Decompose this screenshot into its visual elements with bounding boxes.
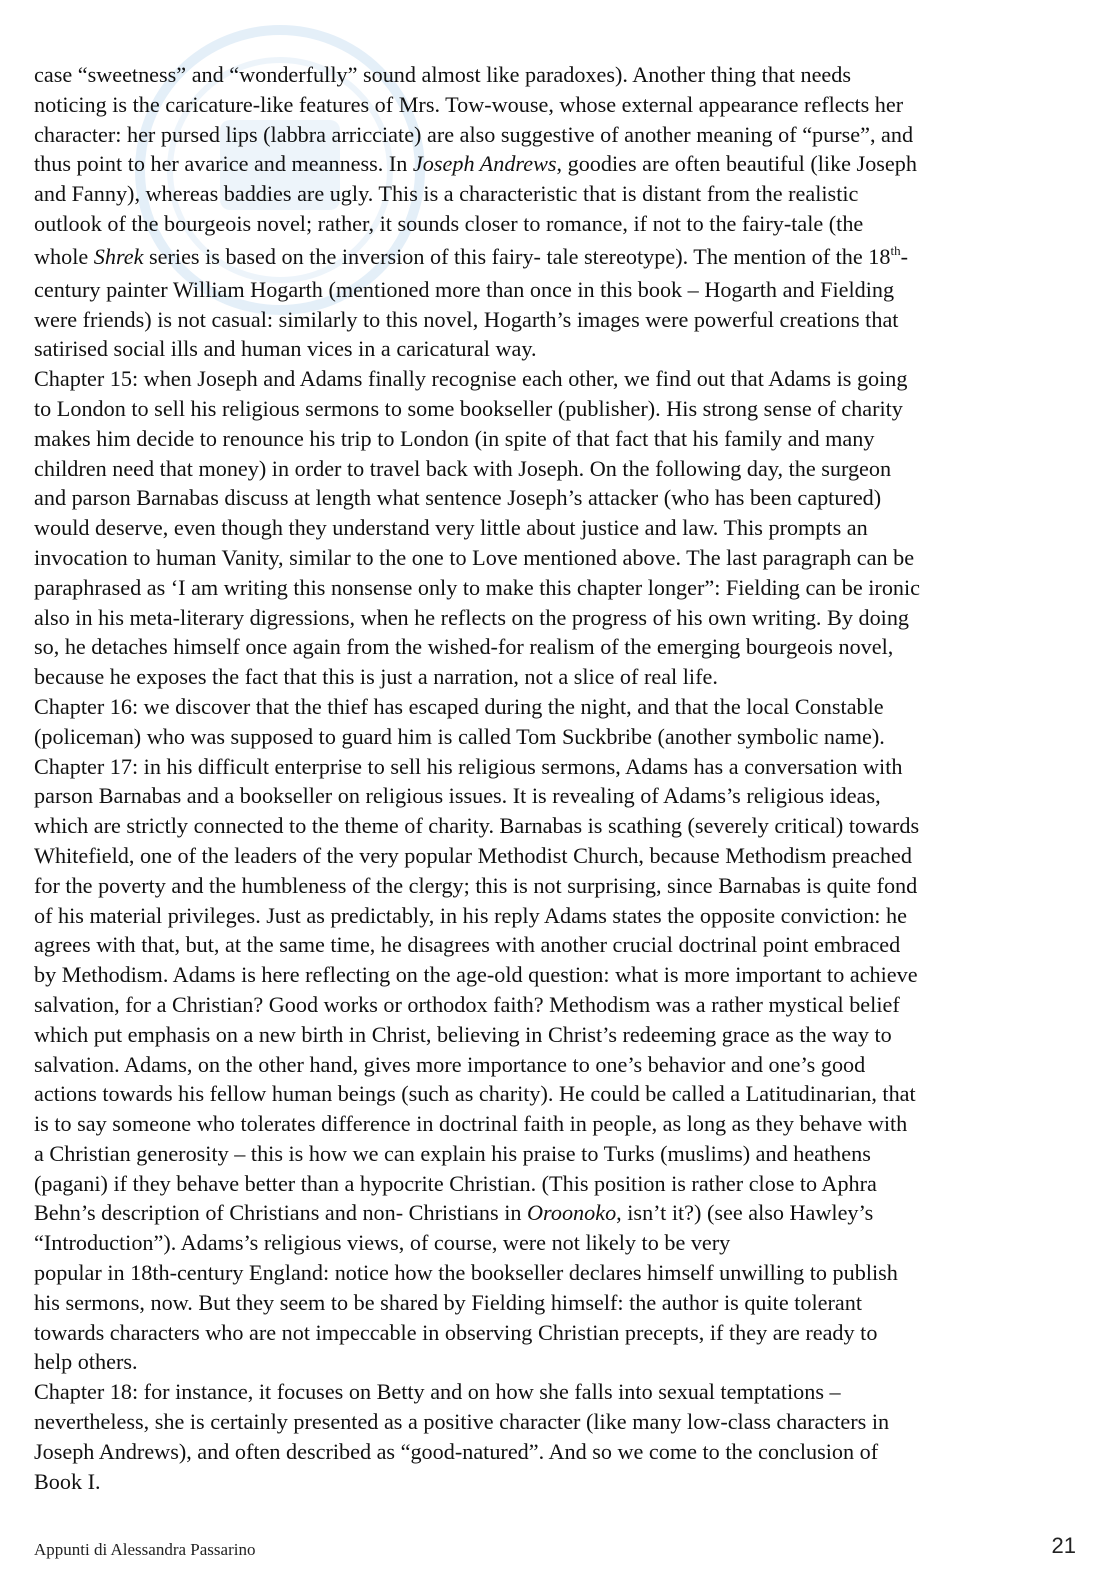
text-line: because he exposes the fact that this is just a narration, not a slice of real life. bbox=[34, 664, 718, 690]
text-line: century painter William Hogarth (mentioned more than once in this book – Hogarth and Fielding bbox=[34, 276, 895, 302]
text-line bbox=[34, 1198, 1084, 1228]
text-line: children need that money) in order to travel back with Joseph. On the following day, the surgeon bbox=[34, 455, 892, 481]
text-line: Chapter 18: for instance, it focuses on Betty and on how she falls into sexual temptations – bbox=[34, 1379, 841, 1405]
text-line: were friends) is not casual: similarly to this novel, Hogarth’s images were powerful creations that bbox=[34, 306, 899, 332]
text-line: satirised social ills and human vices in a caricatural way. bbox=[34, 336, 537, 362]
text-line bbox=[34, 149, 1084, 179]
text-line: parson Barnabas and a bookseller on religious issues. It is revealing of Adams’s religious ideas, bbox=[34, 783, 881, 809]
text-segment: , isn’t it?) (see also Hawley’s bbox=[616, 1200, 874, 1226]
text-line: which are strictly connected to the theme of charity. Barnabas is scathing (severely critical) towards bbox=[34, 813, 920, 839]
text-segment: thus point to her avarice and meanness. In bbox=[34, 151, 413, 177]
text-segment: , goodies are often beautiful (like Joseph bbox=[556, 151, 917, 177]
italic-title: Joseph Andrews bbox=[412, 151, 557, 177]
text-line: Book I. bbox=[34, 1468, 101, 1494]
ordinal-superscript: th bbox=[890, 242, 901, 258]
text-line: a Christian generosity – this is how we can explain his praise to Turks (muslims) and heathens bbox=[34, 1140, 871, 1166]
text-segment: whole bbox=[34, 243, 94, 269]
italic-title: Shrek bbox=[93, 243, 144, 269]
text-line: so, he detaches himself once again from the wished-for realism of the emerging bourgeois novel, bbox=[34, 634, 894, 660]
text-line: Chapter 15: when Joseph and Adams finally recognise each other, we find out that Adams is going bbox=[34, 366, 908, 392]
text-line: salvation, for a Christian? Good works or orthodox faith? Methodism was a rather mystical belief bbox=[34, 991, 900, 1017]
text-line: salvation. Adams, on the other hand, gives more importance to one’s behavior and one’s good bbox=[34, 1051, 866, 1077]
text-line: outlook of the bourgeois novel; rather, it sounds closer to romance, if not to the fairy-tale (the bbox=[34, 210, 864, 236]
text-line: Chapter 17: in his difficult enterprise to sell his religious sermons, Adams has a conversation with bbox=[34, 753, 903, 779]
text-line: (policeman) who was supposed to guard him is called Tom Suckbribe (another symbolic name). bbox=[34, 723, 885, 749]
italic-title: Oroonoko bbox=[527, 1200, 617, 1226]
text-line: actions towards his fellow human beings (such as charity). He could be called a Latitudinarian, that bbox=[34, 1081, 916, 1107]
text-line: case “sweetness” and “wonderfully” sound almost like paradoxes). Another thing that needs bbox=[34, 62, 851, 87]
text-line: and parson Barnabas discuss at length what sentence Joseph’s attacker (who has been captured) bbox=[34, 485, 882, 511]
text-line: his sermons, now. But they seem to be shared by Fielding himself: the author is quite tolerant bbox=[34, 1289, 862, 1315]
text-line: paraphrased as ‘I am writing this nonsense only to make this chapter longer”: Fielding can be ironic bbox=[34, 574, 921, 600]
text-line: character: her pursed lips (labbra arricciate) are also suggestive of another meaning of “purse”, and bbox=[34, 121, 914, 147]
text-line: (pagani) if they behave better than a hypocrite Christian. (This position is rather close to Aphra bbox=[34, 1170, 877, 1196]
text-line: makes him decide to renounce his trip to London (in spite of that fact that his family and many bbox=[34, 425, 875, 451]
text-segment: series is based on the inversion of this fairy- tale stereotype). The mention of the 18 bbox=[143, 243, 891, 269]
document-body bbox=[34, 60, 1084, 1496]
text-line: and Fanny), whereas baddies are ugly. This is a characteristic that is distant from the realistic bbox=[34, 181, 859, 207]
footer-author: Appunti di Alessandra Passarino bbox=[34, 1540, 256, 1559]
text-line: Joseph Andrews), and often described as “good-natured”. And so we come to the conclusion of bbox=[34, 1438, 879, 1464]
text-line: also in his meta-literary digressions, when he reflects on the progress of his own writing. By doing bbox=[34, 604, 910, 630]
text-line: nevertheless, she is certainly presented as a positive character (like many low-class characters in bbox=[34, 1409, 890, 1435]
text-line: towards characters who are not impeccable in observing Christian precepts, if they are ready to bbox=[34, 1319, 878, 1345]
page-number: 21 bbox=[1051, 1533, 1076, 1558]
text-segment: - bbox=[900, 243, 908, 269]
text-line: which put emphasis on a new birth in Christ, believing in Christ’s redeeming grace as the way to bbox=[34, 1021, 892, 1047]
text-line: for the poverty and the humbleness of the clergy; this is not surprising, since Barnabas is quite fond bbox=[34, 872, 918, 898]
text-line: by Methodism. Adams is here reflecting on the age-old question: what is more important to achieve bbox=[34, 962, 918, 988]
text-line: would deserve, even though they understand very little about justice and law. This prompts an bbox=[34, 515, 868, 541]
text-line: “Introduction”). Adams’s religious views, of course, were not likely to be very bbox=[34, 1230, 731, 1256]
text-line: is to say someone who tolerates difference in doctrinal faith in people, as long as they behave with bbox=[34, 1111, 908, 1137]
text-line: Chapter 16: we discover that the thief has escaped during the night, and that the local Constable bbox=[34, 693, 884, 719]
text-line bbox=[34, 239, 1084, 275]
text-line: popular in 18th-century England: notice how the bookseller declares himself unwilling to publish bbox=[34, 1260, 898, 1286]
text-line: agrees with that, but, at the same time, he disagrees with another crucial doctrinal point embraced bbox=[34, 932, 901, 958]
text-line: noticing is the caricature-like features of Mrs. Tow-wouse, whose external appearance reflects her bbox=[34, 91, 904, 117]
text-segment: Behn’s description of Christians and non- Christians in bbox=[34, 1200, 528, 1226]
text-line: invocation to human Vanity, similar to the one to Love mentioned above. The last paragraph can be bbox=[34, 544, 915, 570]
text-line: to London to sell his religious sermons to some bookseller (publisher). His strong sense of charity bbox=[34, 395, 903, 421]
text-line: Whitefield, one of the leaders of the very popular Methodist Church, because Methodism preached bbox=[34, 842, 912, 868]
text-line: help others. bbox=[34, 1349, 138, 1375]
text-line: of his material privileges. Just as predictably, in his reply Adams states the opposite conviction: he bbox=[34, 902, 907, 928]
